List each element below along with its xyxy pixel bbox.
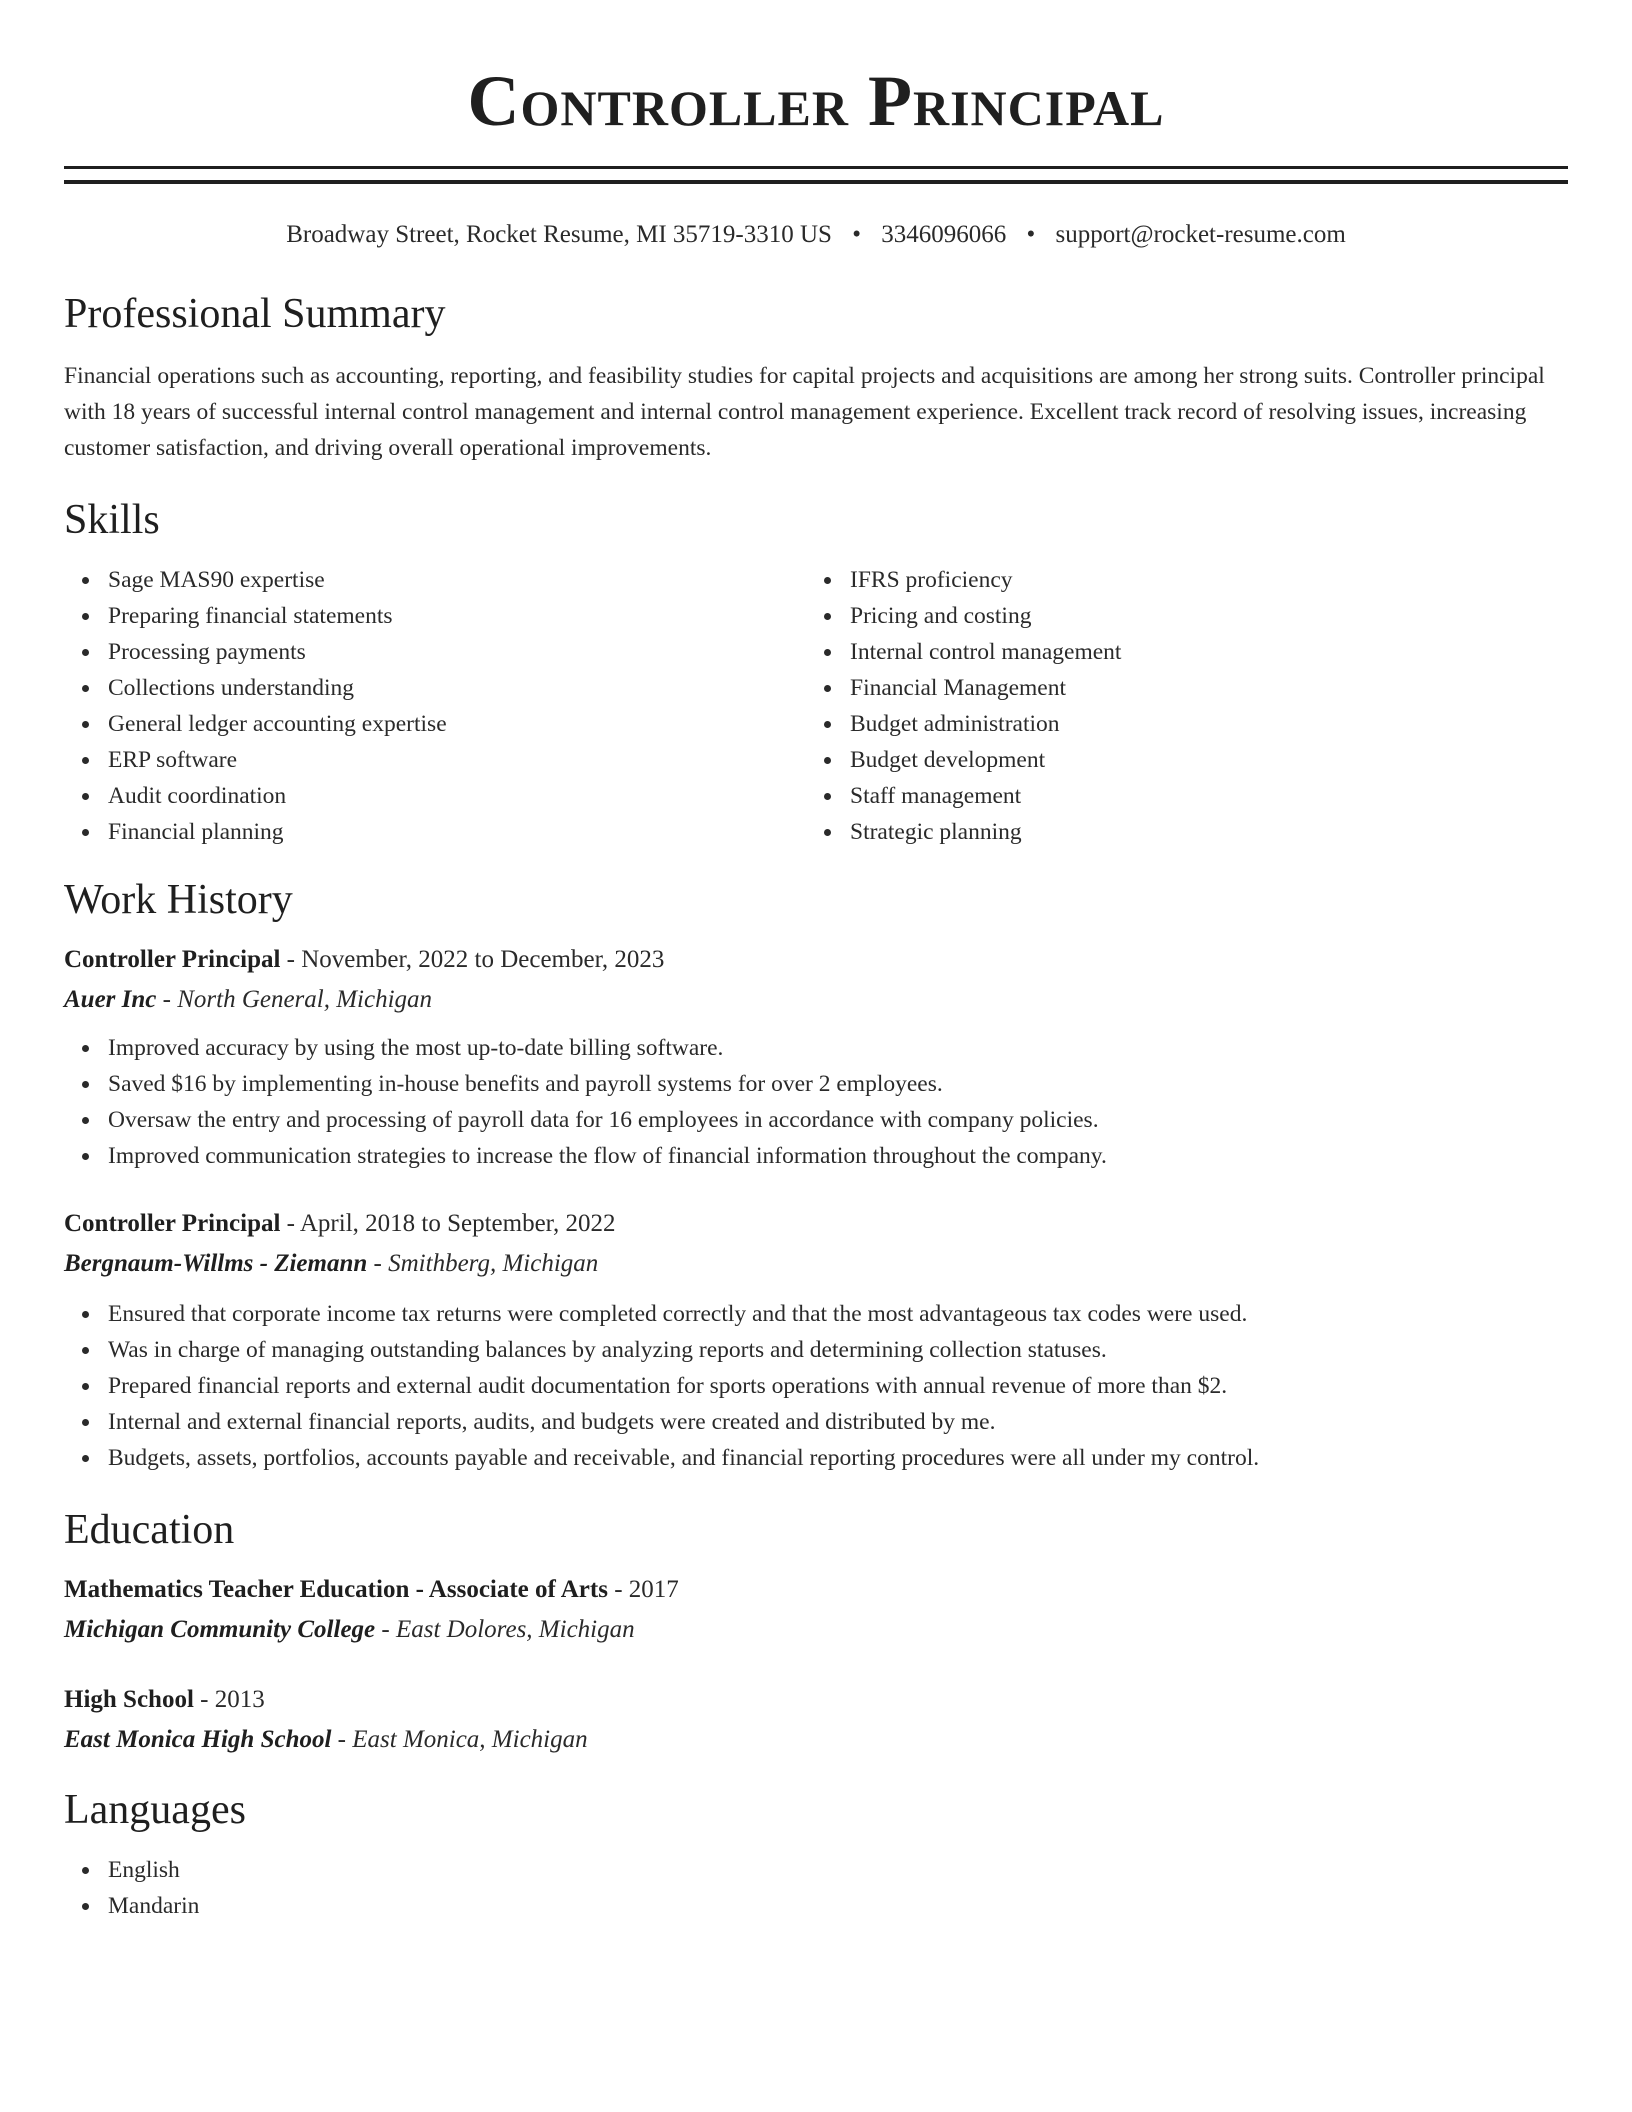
- degree: Mathematics Teacher Education - Associate of Arts: [64, 1576, 608, 1603]
- degree-line: [64, 1570, 1568, 1610]
- job-entry: [64, 940, 1568, 1174]
- contact-separator: •: [1026, 221, 1036, 248]
- job-bullet: Improved accuracy by using the most up-to-date billing software.: [64, 1030, 1568, 1066]
- language-item: Mandarin: [64, 1888, 1568, 1924]
- school-line: [64, 1720, 1568, 1760]
- skill-item: Strategic planning: [806, 814, 1548, 850]
- education-entry: [64, 1680, 1568, 1760]
- school-location: - East Dolores, Michigan: [375, 1616, 635, 1643]
- job-title-line: [64, 940, 1568, 980]
- job-company: Bergnaum-Willms - Ziemann: [64, 1250, 368, 1277]
- education-heading: Education: [64, 1507, 235, 1553]
- education-entry: [64, 1570, 1568, 1650]
- school-name: East Monica High School: [64, 1726, 332, 1753]
- skill-item: ERP software: [64, 742, 806, 778]
- job-title: Controller Principal: [64, 1210, 281, 1237]
- job-location: - Smithberg, Michigan: [367, 1250, 599, 1277]
- skill-item: IFRS proficiency: [806, 562, 1548, 598]
- skill-item: Internal control management: [806, 634, 1548, 670]
- skill-item: Processing payments: [64, 634, 806, 670]
- summary-heading: Professional Summary: [64, 291, 446, 337]
- skill-item: Staff management: [806, 778, 1548, 814]
- school-location: - East Monica, Michigan: [331, 1726, 588, 1753]
- skills-column-right: [806, 562, 1548, 850]
- job-company-line: [64, 1244, 1568, 1284]
- summary-text: Financial operations such as accounting, reporting, and feasibility studies for capital projects and acquisitions are among her strong suits. Controller principal with 18 years of successful internal control management and internal control management experience. Excellent track record of resolving issues, increasing customer satisfaction, and driving overall operational improvements.: [64, 363, 1545, 461]
- skill-item: Pricing and costing: [806, 598, 1548, 634]
- skill-item: Preparing financial statements: [64, 598, 806, 634]
- skills-list-left: [64, 562, 806, 850]
- skill-item: Sage MAS90 expertise: [64, 562, 806, 598]
- job-bullet: Internal and external financial reports, audits, and budgets were created and distributed by me.: [64, 1404, 1568, 1440]
- skills-column-left: [64, 562, 806, 850]
- job-bullet: Oversaw the entry and processing of payroll data for 16 employees in accordance with company policies.: [64, 1102, 1568, 1138]
- languages-list: [64, 1852, 1568, 1924]
- skill-item: Financial Management: [806, 670, 1548, 706]
- school-name: Michigan Community College: [64, 1616, 376, 1643]
- skill-item: Collections understanding: [64, 670, 806, 706]
- skills-list-right: [806, 562, 1548, 850]
- job-bullet: Prepared financial reports and external audit documentation for sports operations with annual revenue of more than $2.: [64, 1368, 1568, 1404]
- job-title-line: [64, 1204, 1568, 1244]
- job-dates: - November, 2022 to December, 2023: [280, 946, 665, 973]
- graduation-year: - 2013: [193, 1686, 265, 1713]
- graduation-year: - 2017: [607, 1576, 679, 1603]
- skill-item: General ledger accounting expertise: [64, 706, 806, 742]
- job-company: Auer Inc: [64, 986, 157, 1013]
- job-location: - North General, Michigan: [156, 986, 433, 1013]
- skill-item: Audit coordination: [64, 778, 806, 814]
- work-history-heading: Work History: [64, 877, 293, 923]
- job-company-line: [64, 980, 1568, 1020]
- contact-address: Broadway Street, Rocket Resume, MI 35719-3310 US: [286, 221, 832, 248]
- header-double-rule: [64, 166, 1568, 184]
- skill-item: Budget development: [806, 742, 1548, 778]
- contact-line: [64, 218, 1568, 252]
- job-bullet: Budgets, assets, portfolios, accounts payable and receivable, and financial reporting procedures were all under my control.: [64, 1440, 1568, 1476]
- skill-item: Financial planning: [64, 814, 806, 850]
- contact-separator: •: [852, 221, 861, 248]
- skills-heading: Skills: [64, 497, 160, 543]
- job-bullet: Saved $16 by implementing in-house benefits and payroll systems for over 2 employees.: [64, 1066, 1568, 1102]
- job-bullet: Was in charge of managing outstanding balances by analyzing reports and determining collection statuses.: [64, 1332, 1568, 1368]
- job-bullets: [64, 1030, 1568, 1174]
- job-bullet: Ensured that corporate income tax returns were completed correctly and that the most advantageous tax codes were used.: [64, 1296, 1568, 1332]
- skills-columns: [64, 562, 1568, 850]
- languages-heading: Languages: [64, 1787, 246, 1833]
- resume-name: Controller Principal: [467, 61, 1165, 141]
- job-bullet: Improved communication strategies to increase the flow of financial information throughout the company.: [64, 1138, 1568, 1174]
- job-dates: - April, 2018 to September, 2022: [280, 1210, 616, 1237]
- degree-line: [64, 1680, 1568, 1720]
- job-title: Controller Principal: [64, 946, 281, 973]
- job-entry: [64, 1204, 1568, 1476]
- school-line: [64, 1610, 1568, 1650]
- contact-email: support@rocket-resume.com: [1055, 221, 1346, 248]
- language-item: English: [64, 1852, 1568, 1888]
- contact-phone: 3346096066: [881, 221, 1007, 248]
- job-bullets: [64, 1296, 1568, 1476]
- skill-item: Budget administration: [806, 706, 1548, 742]
- degree: High School: [64, 1686, 194, 1713]
